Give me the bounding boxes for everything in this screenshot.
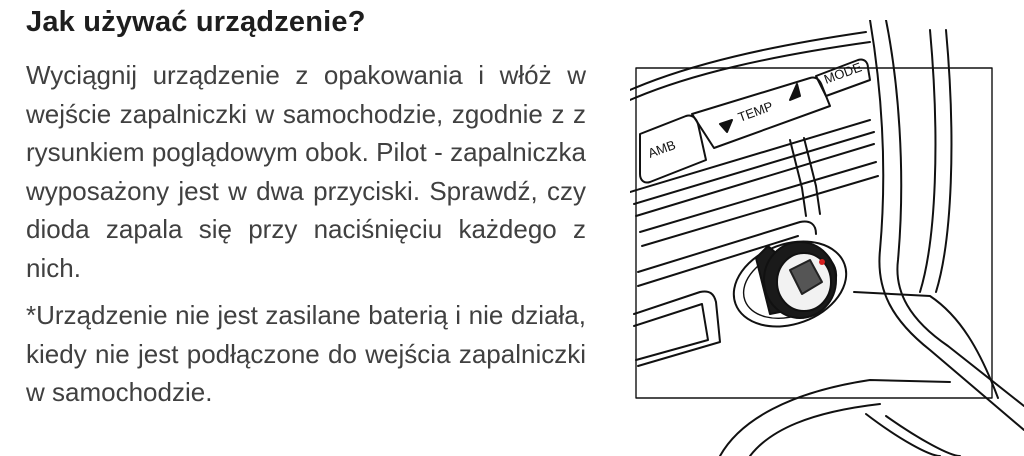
- mode-label: MODE: [821, 59, 864, 87]
- console-outline: [870, 20, 1024, 430]
- note-paragraph: *Urządzenie nie jest zasilane baterią i nie działa, kiedy nie jest podłączone do wejścia zapalniczki w samochodzie.: [26, 300, 586, 407]
- lighter-remote: [756, 242, 836, 318]
- mode-button: [816, 59, 870, 96]
- instruction-paragraph: Wyciągnij urządzenie z opakowania i włóż w wejście zapalniczki w samochodzie, zgodnie z z rysunkiem poglądowym obok. Pilot - zapalniczka wyposażony jest w dwa przyciski. Sprawdź, czy dioda zapala się przy naciśnięciu każdego z nich.: [26, 60, 586, 283]
- page-title: Jak używać urządzenie?: [26, 6, 366, 38]
- temp-down-arrow: [720, 120, 732, 132]
- temp-label: TEMP: [735, 98, 775, 125]
- amb-label: AMB: [645, 137, 678, 161]
- illustration-frame: [636, 68, 992, 398]
- car-lighter-illustration: [630, 20, 1024, 456]
- temp-up-arrow: [790, 84, 800, 100]
- led-indicator: [819, 259, 825, 265]
